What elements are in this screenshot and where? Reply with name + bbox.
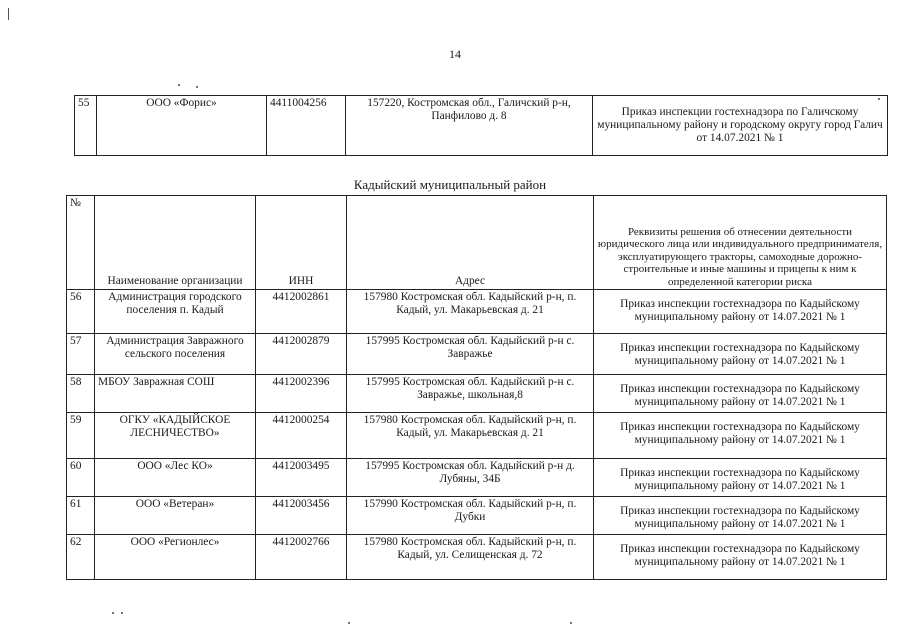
risk-decision: Приказ инспекции гостехнадзора по Галичскому муниципальному району и городскому округу город Галич от 14.07.2021 № 1: [593, 96, 888, 156]
header-name: Наименование организации: [95, 196, 256, 290]
org-address: 157990 Костромская обл. Кадыйский р-н, п. Дубки: [347, 497, 594, 535]
org-address: 157995 Костромская обл. Кадыйский р-н д. Лубяны, 34Б: [347, 459, 594, 497]
org-address: 157220, Костромская обл., Галичский р-н, Панфилово д. 8: [346, 96, 593, 156]
org-inn: 4412003495: [256, 459, 347, 497]
prev-district-table: [74, 95, 888, 156]
risk-decision: Приказ инспекции гостехнадзора по Кадыйскому муниципальному району от 14.07.2021 № 1: [594, 459, 887, 497]
org-address: 157980 Костромская обл. Кадыйский р-н, п. Кадый, ул. Макарьевская д. 21: [347, 290, 594, 334]
row-number: 55: [75, 96, 97, 156]
org-name: ООО «Форис»: [97, 96, 267, 156]
risk-decision: Приказ инспекции гостехнадзора по Кадыйскому муниципальному району от 14.07.2021 № 1: [594, 413, 887, 459]
scan-speck: [196, 86, 198, 88]
org-address: 157995 Костромская обл. Кадыйский р-н с. Завражье: [347, 334, 594, 375]
table-header-row: [67, 196, 887, 290]
org-inn: 4411004256: [267, 96, 346, 156]
table-row: [67, 535, 887, 580]
row-number: 56: [67, 290, 95, 334]
table-row: [67, 459, 887, 497]
risk-decision: Приказ инспекции гостехнадзора по Кадыйскому муниципальному району от 14.07.2021 № 1: [594, 497, 887, 535]
section-title: Кадыйский муниципальный район: [353, 177, 547, 192]
table-row: [75, 96, 888, 156]
org-inn: 4412000254: [256, 413, 347, 459]
row-number: 61: [67, 497, 95, 535]
org-inn: 4412002879: [256, 334, 347, 375]
org-inn: 4412002861: [256, 290, 347, 334]
table-row: [67, 375, 887, 413]
org-inn: 4412003456: [256, 497, 347, 535]
risk-decision: Приказ инспекции гостехнадзора по Кадыйскому муниципальному району от 14.07.2021 № 1: [594, 290, 887, 334]
row-number: 57: [67, 334, 95, 375]
scan-speck: [121, 612, 123, 614]
table-row: [67, 290, 887, 334]
header-decision: Реквизиты решения об отнесении деятельности юридического лица или индивидуального предпринимателя, эксплуатирующего тракторы, самоходные дорожно-строительные и иные машины и прицепы к ним к определенной категории риска: [594, 196, 887, 290]
risk-decision: Приказ инспекции гостехнадзора по Кадыйскому муниципальному району от 14.07.2021 № 1: [594, 535, 887, 580]
org-inn: 4412002766: [256, 535, 347, 580]
row-number: 60: [67, 459, 95, 497]
org-address: 157980 Костромская обл. Кадыйский р-н, п. Кадый, ул. Макарьевская д. 21: [347, 413, 594, 459]
page-number: 14: [449, 47, 461, 61]
table-row: [67, 497, 887, 535]
district-table: [66, 195, 887, 580]
row-number: 58: [67, 375, 95, 413]
table-row: [67, 413, 887, 459]
scan-speck: [348, 622, 350, 624]
header-address: Адрес: [347, 196, 594, 290]
row-number: 62: [67, 535, 95, 580]
table-row: [67, 334, 887, 375]
scan-speck: [570, 622, 572, 624]
org-name: Администрация городского поселения п. Кадый: [95, 290, 256, 334]
org-inn: 4412002396: [256, 375, 347, 413]
org-name: ООО «Регионлес»: [95, 535, 256, 580]
org-address: 157995 Костромская обл. Кадыйский р-н с. Завражье, школьная,8: [347, 375, 594, 413]
scan-speck: [178, 84, 180, 86]
org-name: ООО «Ветеран»: [95, 497, 256, 535]
risk-decision: Приказ инспекции гостехнадзора по Кадыйскому муниципальному району от 14.07.2021 № 1: [594, 375, 887, 413]
org-name: ООО «Лес КО»: [95, 459, 256, 497]
org-name: Администрация Завражного сельского поселения: [95, 334, 256, 375]
org-name: ОГКУ «КАДЫЙСКОЕ ЛЕСНИЧЕСТВО»: [95, 413, 256, 459]
org-address: 157980 Костромская обл. Кадыйский р-н, п. Кадый, ул. Селищенская д. 72: [347, 535, 594, 580]
risk-decision: Приказ инспекции гостехнадзора по Кадыйскому муниципальному району от 14.07.2021 № 1: [594, 334, 887, 375]
row-number: 59: [67, 413, 95, 459]
scan-speck: [112, 612, 114, 614]
org-name: МБОУ Завражная СОШ: [95, 375, 256, 413]
header-inn: ИНН: [256, 196, 347, 290]
header-number: №: [67, 196, 95, 290]
scan-edge-mark: [8, 8, 9, 20]
